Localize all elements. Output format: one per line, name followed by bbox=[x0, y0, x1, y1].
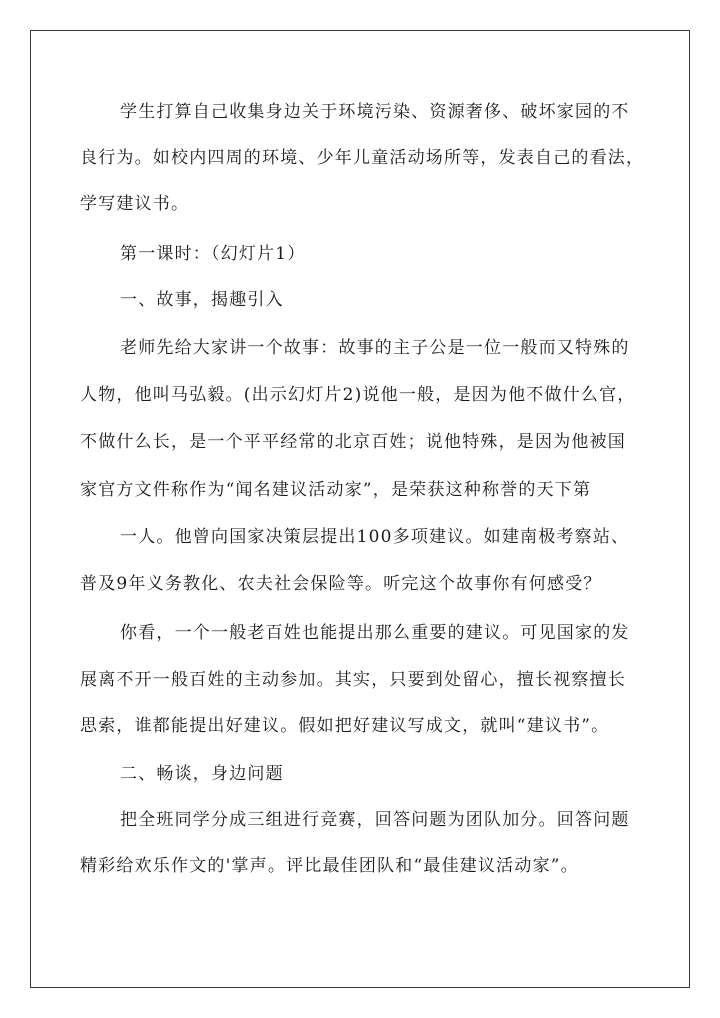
paragraph-line: 你看，一个一般老百姓也能提出那么重要的建议。可见国家的发 bbox=[120, 623, 630, 643]
paragraph-line: 家官方文件称作为“闻名建议活动家”，是荣获这种称誉的天下第 bbox=[80, 480, 592, 500]
paragraph-line: 老师先给大家讲一个故事：故事的主子公是一位一般而又特殊的 bbox=[120, 338, 630, 358]
paragraph-line: 普及9年义务教化、农夫社会保险等。听完这个故事你有何感受？ bbox=[80, 574, 602, 594]
paragraph-line: 思索，谁都能提出好建议。假如把好建议写成文，就叫“建议书”。 bbox=[80, 716, 610, 736]
paragraph-line: 学生打算自己收集身边关于环境污染、资源奢侈、破坏家园的不 bbox=[120, 102, 630, 122]
paragraph-line: 一人。他曾向国家决策层提出100多项建议。如建南极考察站、 bbox=[120, 527, 630, 547]
paragraph-line: 学写建议书。 bbox=[80, 194, 190, 214]
paragraph-line: 把全班同学分成三组进行竞赛，回答问题为团队加分。回答问题 bbox=[120, 810, 630, 830]
lesson-heading: 第一课时：（幻灯片1） bbox=[120, 244, 306, 264]
paragraph-line: 展离不开一般百姓的主动参加。其实，只要到处留心，擅长视察擅长 bbox=[80, 670, 626, 690]
page-border bbox=[30, 30, 690, 988]
paragraph-line: 不做什么长，是一个平平经常的北京百姓；说他特殊，是因为他被国 bbox=[80, 432, 626, 452]
section-heading: 一、故事，揭趣引入 bbox=[120, 290, 284, 310]
paragraph-line: 人物，他叫马弘毅。(出示幻灯片2)说他一般，是因为他不做什么官， bbox=[80, 385, 636, 405]
paragraph-line: 精彩给欢乐作文的'掌声。评比最佳团队和“最佳建议活动家”。 bbox=[80, 856, 579, 876]
section-heading: 二、畅谈，身边问题 bbox=[120, 764, 284, 784]
paragraph-line: 良行为。如校内四周的环境、少年儿童活动场所等，发表自己的看法， bbox=[80, 148, 645, 168]
